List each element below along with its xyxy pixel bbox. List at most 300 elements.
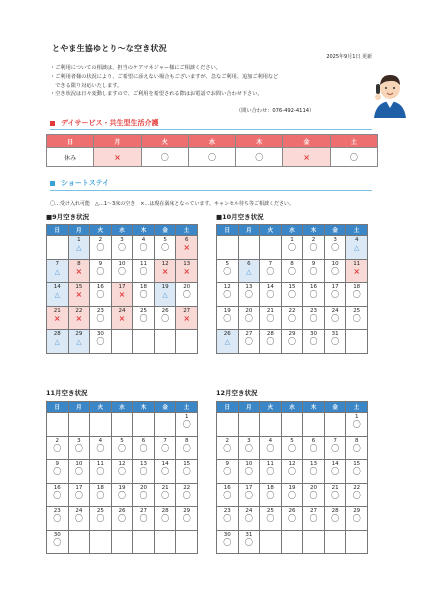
availability-status: △ <box>246 267 252 276</box>
availability-status: 〇 <box>117 467 126 476</box>
day-number: 18 <box>266 484 274 491</box>
day-cell <box>47 259 69 283</box>
availability-status: 〇 <box>266 313 275 323</box>
day-number: 6 <box>141 437 146 444</box>
day-cell <box>281 436 303 460</box>
availability-status: 〇 <box>266 514 275 523</box>
day-cell <box>238 306 260 330</box>
weekday-header: 月 <box>68 402 90 413</box>
status-cell: × <box>94 148 141 167</box>
availability-status: 〇 <box>96 514 105 523</box>
day-cell <box>346 413 368 437</box>
day-cell <box>176 330 198 354</box>
day-cell <box>90 483 112 507</box>
weekday-header-row <box>217 225 368 236</box>
day-number: 15 <box>183 461 191 467</box>
day-number: 14 <box>53 284 61 290</box>
availability-status: 〇 <box>74 514 83 523</box>
availability-status: 〇 <box>117 514 126 523</box>
weekday-header: 火 <box>90 225 112 236</box>
availability-status: 〇 <box>287 443 296 453</box>
day-cell <box>281 236 303 260</box>
day-number: 13 <box>310 461 318 467</box>
day-number: 10 <box>118 260 126 267</box>
day-number: 22 <box>288 307 296 314</box>
weekday-header: 月 <box>238 402 260 413</box>
day-cell <box>68 236 90 260</box>
day-cell <box>303 507 325 531</box>
week-row <box>217 283 368 307</box>
weekday-header: 日 <box>47 225 69 236</box>
day-number: 21 <box>161 484 169 491</box>
weekday-header-row <box>47 225 198 236</box>
day-cell <box>238 413 260 437</box>
week-row <box>47 507 198 531</box>
day-number: 28 <box>266 331 274 337</box>
availability-status: 〇 <box>161 443 170 453</box>
day-number: 28 <box>331 508 339 514</box>
day-number: 17 <box>331 284 339 290</box>
day-number: 16 <box>96 284 104 290</box>
day-number: 12 <box>288 461 296 467</box>
availability-status: 〇 <box>96 443 105 453</box>
availability-status: 〇 <box>331 490 340 500</box>
day-cell <box>346 483 368 507</box>
day-cell <box>281 306 303 330</box>
availability-status: 〇 <box>139 490 148 500</box>
availability-status: △ <box>224 338 230 346</box>
availability-status: 〇 <box>352 290 361 299</box>
day-cell <box>260 330 282 354</box>
availability-status: 〇 <box>161 490 170 500</box>
week-row <box>217 413 368 437</box>
status-cell: 〇 <box>330 148 377 167</box>
availability-status: 〇 <box>223 266 232 276</box>
availability-status: × <box>161 266 169 276</box>
legend: 〇…受け入れ可能 △…1～3床の空き ×…は現在満床となっています。キャンセル待ち等ご相談ください。 <box>50 201 295 207</box>
day-number: 2 <box>225 437 230 444</box>
day-number: 22 <box>183 484 191 491</box>
weekday-header: 火 <box>90 402 112 413</box>
day-number: 21 <box>331 484 339 491</box>
status-cell: × <box>283 148 330 167</box>
availability-status: 〇 <box>331 313 340 323</box>
day-cell <box>111 330 133 354</box>
availability-status: 〇 <box>352 443 361 453</box>
day-number: 6 <box>311 437 316 444</box>
day-cell <box>260 283 282 307</box>
day-cell <box>176 306 198 330</box>
day-cell <box>303 483 325 507</box>
day-number: 24 <box>245 508 253 514</box>
day-number: 11 <box>96 461 104 467</box>
day-number: 1 <box>354 414 359 420</box>
staff-phone-illustration <box>368 70 410 118</box>
weekday-header: 木 <box>133 402 155 413</box>
day-number: 13 <box>183 260 191 267</box>
availability-status: × <box>53 313 61 323</box>
day-number: 30 <box>53 531 61 538</box>
availability-status: 〇 <box>223 467 232 476</box>
day-number: 15 <box>353 461 361 467</box>
status-cell: 〇 <box>188 148 235 167</box>
day-cell <box>324 413 346 437</box>
day-number: 2 <box>55 437 60 444</box>
day-service-row <box>47 148 378 167</box>
day-cell <box>324 259 346 283</box>
availability-status: 〇 <box>223 313 232 323</box>
day-cell <box>133 330 155 354</box>
day-number: 19 <box>161 284 169 290</box>
day-cell <box>346 530 368 554</box>
day-number: 4 <box>141 237 146 243</box>
week-row <box>47 530 198 554</box>
status-cell: 〇 <box>141 148 188 167</box>
week-row <box>47 483 198 507</box>
availability-status: 〇 <box>96 290 105 299</box>
note-line: ・ご利用についての相談は、担当のケアマネジャー様にご相談ください。 <box>50 65 221 71</box>
day-cell <box>68 530 90 554</box>
day-cell <box>303 306 325 330</box>
week-row <box>217 507 368 531</box>
day-cell <box>324 460 346 484</box>
day-number: 30 <box>310 331 318 337</box>
weekday-header: 月 <box>68 225 90 236</box>
day-cell <box>217 460 239 484</box>
day-cell <box>176 530 198 554</box>
day-cell <box>47 236 69 260</box>
day-number: 8 <box>354 437 359 444</box>
availability-status: 〇 <box>117 443 126 453</box>
day-cell <box>176 460 198 484</box>
availability-status: 〇 <box>352 467 361 476</box>
day-cell <box>217 283 239 307</box>
week-row <box>47 460 198 484</box>
availability-status: 〇 <box>139 290 148 299</box>
availability-status: 〇 <box>309 490 318 500</box>
weekday-header: 水 <box>188 135 235 148</box>
day-number: 29 <box>183 508 191 514</box>
availability-status: 〇 <box>266 266 275 276</box>
day-cell <box>238 530 260 554</box>
day-cell <box>154 330 176 354</box>
day-number: 17 <box>118 284 126 290</box>
day-number: 22 <box>75 307 83 314</box>
day-cell <box>133 483 155 507</box>
day-cell <box>260 530 282 554</box>
day-cell <box>238 436 260 460</box>
day-cell <box>346 436 368 460</box>
day-number: 30 <box>223 531 231 538</box>
day-number: 20 <box>140 484 148 491</box>
availability-status: 〇 <box>182 514 191 523</box>
day-cell <box>324 283 346 307</box>
day-cell <box>47 436 69 460</box>
day-number: 7 <box>55 260 60 267</box>
day-cell <box>346 460 368 484</box>
day-number: 3 <box>247 437 251 444</box>
day-number: 2 <box>98 237 103 243</box>
availability-status: △ <box>76 244 82 252</box>
day-number: 4 <box>268 437 273 444</box>
square-bullet-icon <box>50 121 55 126</box>
weekday-header: 木 <box>303 402 325 413</box>
availability-status: 〇 <box>309 467 318 476</box>
day-cell <box>176 283 198 307</box>
week-row <box>217 236 368 260</box>
day-number: 25 <box>96 508 104 514</box>
day-cell <box>260 413 282 437</box>
availability-status: 〇 <box>309 266 318 276</box>
availability-status: △ <box>353 244 360 252</box>
calendar-november <box>46 401 198 554</box>
short-stay-heading <box>50 178 109 188</box>
day-number: 26 <box>161 307 169 314</box>
day-cell <box>238 330 260 354</box>
day-cell <box>90 507 112 531</box>
day-cell <box>281 283 303 307</box>
availability-status: 〇 <box>96 243 105 252</box>
day-cell <box>133 413 155 437</box>
day-cell <box>281 413 303 437</box>
availability-status: 〇 <box>309 243 318 252</box>
week-row <box>47 436 198 460</box>
contact-phone: （問い合わせ：076-492-4114） <box>236 108 315 114</box>
day-cell <box>260 436 282 460</box>
availability-status: 〇 <box>139 514 148 523</box>
day-number: 19 <box>223 307 231 314</box>
day-number: 13 <box>245 284 253 290</box>
availability-status: × <box>353 266 361 276</box>
week-row <box>47 330 198 354</box>
weekday-header: 日 <box>47 402 69 413</box>
day-number: 19 <box>288 484 296 491</box>
day-cell <box>111 259 133 283</box>
day-cell <box>154 413 176 437</box>
month-title: ■10月空き状況 <box>216 213 264 221</box>
weekday-header: 水 <box>111 402 133 413</box>
month-title: 11月空き状況 <box>46 389 88 397</box>
availability-status: 〇 <box>182 467 191 476</box>
day-cell <box>133 436 155 460</box>
day-cell <box>281 259 303 283</box>
availability-status: 〇 <box>117 266 126 276</box>
weekday-header: 月 <box>238 225 260 236</box>
divider <box>50 190 372 191</box>
availability-status: △ <box>162 291 168 299</box>
day-cell <box>324 330 346 354</box>
day-cell <box>281 507 303 531</box>
day-number: 3 <box>333 237 337 243</box>
day-number: 1 <box>184 414 189 420</box>
day-cell <box>68 460 90 484</box>
day-number: 29 <box>75 331 83 337</box>
availability-status: 〇 <box>223 514 232 523</box>
day-service-heading <box>50 118 159 128</box>
day-cell <box>176 259 198 283</box>
day-cell <box>154 436 176 460</box>
day-cell <box>260 507 282 531</box>
availability-status: 〇 <box>266 443 275 453</box>
day-number: 1 <box>290 237 294 243</box>
availability-status: 〇 <box>266 467 275 476</box>
availability-status: × <box>118 290 126 299</box>
weekday-header: 日 <box>217 225 239 236</box>
day-cell <box>346 283 368 307</box>
availability-status: 〇 <box>266 290 275 299</box>
availability-status: 〇 <box>53 490 62 500</box>
day-number: 12 <box>223 284 231 290</box>
availability-status: 〇 <box>117 490 126 500</box>
availability-status: △ <box>54 267 60 276</box>
divider <box>50 129 372 130</box>
day-cell <box>176 413 198 437</box>
availability-status: 〇 <box>331 290 340 299</box>
availability-status: 〇 <box>244 337 253 346</box>
day-cell <box>346 306 368 330</box>
day-number: 5 <box>225 260 230 267</box>
day-number: 9 <box>55 461 60 467</box>
day-cell <box>47 460 69 484</box>
availability-status: 〇 <box>244 443 253 453</box>
day-cell <box>238 483 260 507</box>
weekday-header-row <box>47 135 378 148</box>
day-number: 8 <box>77 260 81 267</box>
day-number: 4 <box>98 437 103 444</box>
note-line: ・ご利用者様の状況により、ご希望に添えない場合もございますが、急なご利用、追加ご利用など <box>50 73 279 80</box>
availability-status: 〇 <box>74 467 83 476</box>
availability-status: × <box>75 266 83 276</box>
day-cell <box>133 259 155 283</box>
day-number: 22 <box>353 484 361 491</box>
availability-status: 〇 <box>352 420 361 429</box>
day-number: 15 <box>75 284 83 290</box>
day-number: 24 <box>331 307 339 314</box>
day-cell <box>281 483 303 507</box>
day-number: 17 <box>245 484 253 491</box>
day-number: 7 <box>268 260 273 267</box>
day-cell <box>217 507 239 531</box>
day-number: 5 <box>290 437 294 444</box>
day-number: 26 <box>118 508 126 514</box>
availability-status: 〇 <box>182 490 191 500</box>
availability-status: 〇 <box>53 537 62 547</box>
day-number: 25 <box>266 508 274 514</box>
weekday-header: 日 <box>217 402 239 413</box>
day-cell <box>47 530 69 554</box>
day-number: 23 <box>310 307 318 314</box>
day-cell <box>176 483 198 507</box>
availability-status: 〇 <box>287 266 296 276</box>
availability-status: 〇 <box>287 490 296 500</box>
availability-status: 〇 <box>352 313 361 323</box>
day-number: 20 <box>183 284 191 290</box>
availability-status: 〇 <box>223 537 232 547</box>
day-cell <box>303 530 325 554</box>
day-cell <box>324 236 346 260</box>
availability-status: 〇 <box>309 337 318 346</box>
day-number: 20 <box>310 484 318 491</box>
availability-status: 〇 <box>117 243 126 252</box>
day-cell <box>111 460 133 484</box>
day-number: 5 <box>120 437 124 444</box>
day-cell <box>346 330 368 354</box>
availability-status: 〇 <box>96 266 105 276</box>
availability-status: 〇 <box>287 337 296 346</box>
note-line: できる限り対応いたします。 <box>50 82 123 89</box>
day-number: 12 <box>118 461 126 467</box>
weekday-header: 土 <box>346 402 368 413</box>
day-cell <box>346 236 368 260</box>
availability-status: 〇 <box>331 467 340 476</box>
weekday-header-row <box>47 402 198 413</box>
month-title: 12月空き状況 <box>216 389 258 397</box>
day-cell <box>133 236 155 260</box>
availability-status: 〇 <box>182 290 191 299</box>
day-number: 9 <box>98 260 103 267</box>
availability-status: 〇 <box>74 490 83 500</box>
availability-status: 〇 <box>139 313 148 323</box>
day-number: 24 <box>75 508 83 514</box>
day-cell <box>303 413 325 437</box>
day-cell <box>303 236 325 260</box>
availability-status: 〇 <box>331 443 340 453</box>
day-cell <box>154 460 176 484</box>
day-cell <box>217 259 239 283</box>
availability-status: 〇 <box>331 514 340 523</box>
availability-status: 〇 <box>53 514 62 523</box>
day-number: 25 <box>140 307 148 314</box>
day-number: 7 <box>333 437 337 444</box>
day-cell <box>90 283 112 307</box>
weekday-header: 水 <box>281 402 303 413</box>
day-cell <box>281 330 303 354</box>
day-cell <box>324 507 346 531</box>
day-cell <box>90 330 112 354</box>
update-date: 2025年9月1日 更新 <box>326 54 372 60</box>
availability-status: 〇 <box>182 420 191 429</box>
day-number: 11 <box>140 260 148 267</box>
day-number: 17 <box>75 484 83 491</box>
day-cell <box>111 507 133 531</box>
weekday-header: 土 <box>330 135 377 148</box>
note-line: ・空き状況は日々変動しますので、ご利用を希望される際はお電話でお問い合わせ下さい。 <box>50 91 263 98</box>
day-number: 14 <box>331 461 339 467</box>
day-cell <box>217 483 239 507</box>
availability-status: 〇 <box>287 514 296 523</box>
day-cell <box>111 530 133 554</box>
day-number: 11 <box>266 461 274 467</box>
day-cell <box>68 413 90 437</box>
day-cell <box>111 236 133 260</box>
weekday-header-row <box>217 402 368 413</box>
availability-status: 〇 <box>287 243 296 252</box>
day-cell <box>238 236 260 260</box>
day-cell <box>90 530 112 554</box>
weekday-header: 金 <box>283 135 330 148</box>
day-cell <box>303 259 325 283</box>
day-cell <box>133 460 155 484</box>
day-cell <box>324 306 346 330</box>
availability-status: 〇 <box>309 290 318 299</box>
day-cell <box>217 413 239 437</box>
availability-status: 〇 <box>309 313 318 323</box>
availability-status: 〇 <box>74 443 83 453</box>
availability-status: 〇 <box>96 490 105 500</box>
day-number: 5 <box>163 237 167 243</box>
availability-status: 〇 <box>53 467 62 476</box>
availability-status: 〇 <box>161 514 170 523</box>
